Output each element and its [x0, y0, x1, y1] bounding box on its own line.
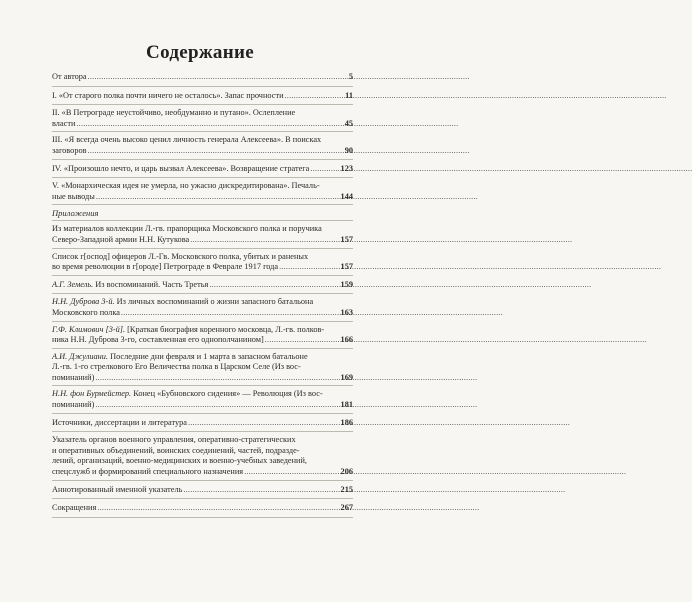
toc-entry-last-line: [52, 373, 353, 384]
entry-text: Источники, диссертации и литература: [52, 417, 187, 427]
toc-entry: [52, 499, 353, 518]
toc-entry-last-line: [52, 335, 353, 346]
toc-entry: [52, 132, 353, 159]
main-entries: [52, 68, 353, 205]
toc-entry: [52, 221, 353, 248]
page-number: 267: [340, 503, 353, 513]
entry-text: IV. «Произошло нечто, и царь вызвал Алексеева». Возвращение стратега: [52, 163, 310, 173]
entry-text: лений, организаций, военно-медицинских и военно-учебных заведений,: [52, 456, 308, 466]
toc-entry-last-line: [52, 119, 353, 130]
entry-text: Московского полка: [52, 307, 120, 317]
toc-entry: [52, 276, 353, 295]
entry-title: [52, 192, 95, 203]
page-number: 45: [344, 118, 353, 128]
entry-title: [52, 418, 187, 429]
entry-title: [52, 373, 94, 384]
toc-entry-line: [52, 252, 353, 263]
dot-leader: [88, 72, 348, 83]
appendix-heading: Приложения: [52, 205, 353, 221]
toc-entry: [52, 322, 353, 349]
page-number: 215: [340, 484, 353, 494]
page-number: 186: [340, 417, 353, 427]
entry-text: V. «Монархическая идея не умерла, но ужасно дискредитирована». Печаль-: [52, 181, 320, 191]
entry-text: III. «Я всегда очень высоко ценил личность генерала Алексеева». В поисках: [52, 135, 322, 145]
toc-entry: [52, 294, 353, 321]
toc-entry: [52, 87, 353, 106]
dot-leader: [76, 119, 343, 130]
entry-title: [52, 146, 87, 157]
dot-leader: [209, 280, 339, 291]
entry-text: Конец «Бубновского сидения» — Революция (Из вос-: [131, 389, 323, 399]
entry-text: ника Н.Н. Дуброва 3-го, составленная его однополчанином]: [52, 335, 264, 345]
page-title: Содержание: [146, 42, 254, 63]
toc-entry-line: [52, 362, 353, 373]
toc-entry: [52, 349, 353, 387]
entry-title: [52, 485, 182, 496]
page-number: 123: [340, 163, 353, 173]
entry-text: Л.-гв. 1-го стрелкового Его Величества полка в Царском Селе (Из вос-: [52, 362, 301, 372]
toc-entry-last-line: [52, 235, 353, 246]
toc-entry-line: [52, 297, 353, 308]
entry-title: [52, 119, 75, 130]
entry-text: От автора: [52, 72, 87, 81]
entry-title: [52, 91, 284, 102]
entry-title: [52, 308, 120, 319]
dot-leader: [188, 418, 340, 429]
toc-entry: [52, 386, 353, 413]
entry-author: Г.Ф. Климович [3-й].: [52, 324, 126, 334]
entry-text: Из воспоминаний. Часть Третья: [93, 279, 209, 289]
toc-entry-last-line: [52, 72, 353, 83]
dot-leader: [88, 146, 344, 157]
toc-entry-line: [52, 435, 353, 446]
table-of-contents: [52, 68, 353, 518]
page-number: 144: [340, 191, 353, 201]
entry-text: I. «От старого полка почти ничего не осталось». Запас прочности: [52, 90, 284, 100]
entry-author: Н.Н. фон Бурмейстер.: [52, 389, 132, 399]
toc-entry: [52, 432, 353, 480]
dot-leader: [183, 485, 339, 496]
entry-text: Список г[оспод] офицеров Л.-Гв. Московского полка, убитых и раненых: [52, 251, 309, 261]
toc-entry-line: [52, 108, 353, 119]
entry-author: Н.Н. Дуброва 3-й.: [52, 297, 115, 307]
toc-entry-line: [52, 446, 353, 457]
toc-entry-line: [52, 389, 353, 400]
entry-text: власти: [52, 118, 76, 128]
toc-entry: [52, 249, 353, 276]
entry-text: Северо-Западной армии Н.Н. Кутукова: [52, 234, 190, 244]
toc-entry-last-line: [52, 262, 353, 273]
toc-entry-line: [52, 224, 353, 235]
toc-entry-last-line: [52, 308, 353, 319]
toc-entry: [52, 414, 353, 433]
entry-author: А.Г. Земель.: [52, 279, 94, 289]
page-number: 11: [345, 90, 353, 100]
entry-title: [52, 467, 243, 478]
page-number: 5: [348, 72, 353, 81]
dot-leader: [285, 91, 345, 102]
entry-text: и оперативных объединений, воинских соединений, частей, подразде-: [52, 445, 300, 455]
toc-entry-line: [52, 352, 353, 363]
dot-leader: [279, 262, 339, 273]
entry-text: заговоров: [52, 145, 87, 155]
toc-entry-last-line: [52, 485, 353, 496]
dot-leader: [190, 235, 339, 246]
entry-text: во время революции в г[ороде] Петрограде в Феврале 1917 года: [52, 262, 279, 272]
entry-text: II. «В Петрограде неустойчиво, необдуманно и путано». Ослепление: [52, 108, 296, 118]
page-number: 157: [340, 234, 353, 244]
toc-entry: [52, 68, 353, 87]
toc-entry-last-line: [52, 192, 353, 203]
entry-title: [52, 164, 309, 175]
entry-author: А.И. Джулиани.: [52, 351, 108, 361]
dot-leader: [96, 192, 340, 203]
toc-entry-last-line: [52, 503, 353, 514]
dot-leader: [244, 467, 339, 478]
entry-text: Аннотированный именной указатель: [52, 484, 183, 494]
entry-text: ные выводы: [52, 191, 95, 201]
dot-leader: [97, 503, 339, 514]
entry-title: [52, 280, 208, 291]
page-number: 159: [340, 279, 353, 289]
entry-title: [52, 262, 278, 273]
page-number: 181: [340, 400, 353, 410]
toc-entry-line: [52, 456, 353, 467]
entry-text: поминаний): [52, 400, 95, 410]
entry-title: [52, 335, 264, 346]
toc-entry-last-line: [52, 164, 353, 175]
entry-text: Указатель органов военного управления, оперативно-стратегических: [52, 435, 296, 445]
entry-text: поминаний): [52, 372, 95, 382]
toc-entry: [52, 481, 353, 500]
dot-leader: [265, 335, 340, 346]
dot-leader: [310, 164, 339, 175]
entry-title: [52, 72, 87, 83]
entry-text: [Краткая биография коренного московца, Л.-гв. полков-: [125, 324, 325, 334]
entry-title: [52, 503, 96, 514]
entry-text: Из личных воспоминаний о жизни запасного батальона: [114, 297, 314, 307]
entry-title: [52, 400, 94, 411]
dot-leader: [95, 400, 339, 411]
toc-entry-last-line: [52, 280, 353, 291]
toc-entry-last-line: [52, 467, 353, 478]
entry-text: Последние дни февраля и 1 марта в запасном батальоне: [108, 351, 308, 361]
appendix-entries: [52, 221, 353, 517]
entry-text: Сокращения: [52, 503, 97, 513]
dot-leader: [121, 308, 340, 319]
toc-entry: [52, 160, 353, 179]
toc-entry-line: [52, 325, 353, 336]
toc-entry: [52, 178, 353, 205]
toc-entry-last-line: [52, 418, 353, 429]
toc-entry-last-line: [52, 146, 353, 157]
page-number: 157: [340, 262, 353, 272]
page-number: 169: [340, 372, 353, 382]
toc-entry-last-line: [52, 400, 353, 411]
toc-entry-last-line: [52, 91, 353, 102]
entry-text: спецслужб и формирований специального назначения: [52, 467, 244, 477]
toc-entry-line: [52, 181, 353, 192]
entry-text: Из материалов коллекции Л.-гв. прапорщика Московского полка и поручика: [52, 224, 322, 234]
page-number: 206: [340, 467, 353, 477]
entry-title: [52, 235, 189, 246]
page-number: 90: [344, 145, 353, 155]
toc-entry-line: [52, 135, 353, 146]
page-number: 163: [340, 307, 353, 317]
toc-entry: [52, 105, 353, 132]
page-number: 166: [340, 335, 353, 345]
dot-leader: [95, 373, 339, 384]
